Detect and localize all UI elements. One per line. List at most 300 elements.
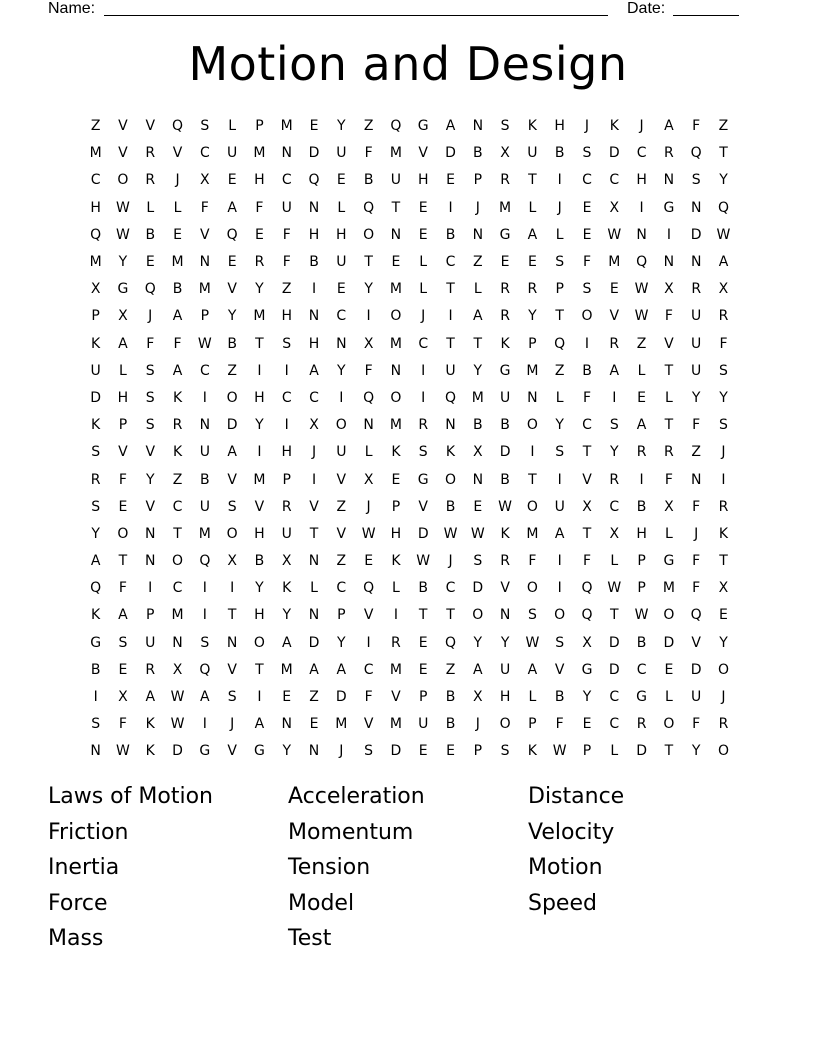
grid-row [82, 303, 737, 330]
grid-letter: R [718, 716, 729, 733]
grid-letter: F [692, 553, 701, 570]
grid-letter: F [364, 362, 373, 379]
grid-letter: N [281, 716, 292, 733]
grid-letter: R [172, 417, 183, 434]
grid-letter: E [418, 226, 428, 243]
grid-letter: G [636, 689, 648, 706]
grid-letter: A [172, 362, 183, 379]
grid-letter: B [636, 634, 647, 651]
grid-letter: E [418, 743, 428, 760]
grid-letter: I [557, 553, 562, 570]
grid-letter: S [282, 335, 292, 352]
grid-letter: V [254, 498, 265, 515]
grid-letter: R [90, 471, 101, 488]
grid-letter: C [609, 689, 620, 706]
grid-letter: C [609, 172, 620, 189]
grid-letter: O [581, 308, 593, 325]
grid-letter: R [500, 553, 510, 570]
grid-letter: O [472, 607, 484, 624]
grid-letter: Q [144, 281, 156, 298]
grid-letter: Z [309, 689, 319, 706]
grid-letter: R [254, 254, 265, 271]
grid-letter: B [500, 471, 510, 488]
grid-letter: N [90, 743, 101, 760]
grid-letter: X [582, 498, 592, 515]
grid-letter: A [664, 118, 674, 135]
grid-letter: T [528, 172, 537, 189]
grid-row [82, 711, 737, 738]
grid-letter: H [499, 689, 511, 706]
grid-letter: X [664, 281, 674, 298]
word-list-item: Momentum [288, 819, 414, 845]
grid-letter: T [582, 525, 592, 542]
grid-letter: I [393, 607, 398, 624]
grid-letter: E [118, 661, 128, 678]
grid-row [82, 195, 737, 222]
grid-letter: H [254, 525, 265, 542]
grid-letter: Y [337, 634, 346, 651]
grid-letter: P [637, 580, 646, 597]
grid-letter: R [718, 498, 729, 515]
grid-letter: X [718, 580, 729, 597]
grid-letter: A [473, 308, 483, 325]
grid-letter: Q [90, 580, 102, 597]
grid-letter: C [609, 716, 620, 733]
grid-letter: V [336, 471, 347, 488]
grid-letter: Y [118, 254, 128, 271]
grid-letter: S [364, 743, 374, 760]
grid-letter: R [391, 634, 401, 651]
grid-letter: O [526, 498, 538, 515]
grid-letter: E [637, 389, 647, 406]
grid-letter: I [639, 471, 644, 488]
grid-letter: I [366, 308, 371, 325]
grid-letter: V [609, 308, 620, 325]
grid-letter: F [582, 254, 592, 271]
grid-letter: E [173, 226, 182, 243]
grid-letter: E [719, 607, 728, 624]
grid-letter: X [118, 308, 128, 325]
grid-letter: A [227, 199, 237, 216]
grid-letter: Q [226, 226, 238, 243]
grid-letter: O [663, 607, 675, 624]
grid-letter: X [118, 689, 128, 706]
grid-letter: Q [581, 607, 593, 624]
grid-letter: C [336, 580, 347, 597]
grid-letter: W [498, 498, 513, 515]
grid-letter: W [634, 607, 649, 624]
grid-letter: K [172, 444, 183, 461]
grid-letter: V [363, 716, 374, 733]
grid-row [82, 439, 737, 466]
grid-letter: S [200, 118, 210, 135]
grid-letter: R [691, 281, 702, 298]
grid-letter: X [363, 471, 374, 488]
grid-letter: D [445, 145, 456, 162]
grid-letter: Y [91, 525, 100, 542]
grid-letter: M [608, 254, 621, 271]
grid-letter: V [554, 661, 565, 678]
grid-letter: V [500, 580, 510, 597]
grid-letter: Y [364, 281, 373, 298]
grid-letter: R [281, 498, 292, 515]
grid-letter: U [691, 689, 702, 706]
grid-letter: A [281, 634, 292, 651]
grid-letter: T [664, 417, 674, 434]
grid-letter: X [90, 281, 101, 298]
grid-letter: M [253, 471, 266, 488]
grid-letter: Z [445, 661, 456, 678]
grid-letter: N [308, 553, 320, 570]
grid-row [82, 385, 737, 412]
grid-letter: B [636, 498, 647, 515]
grid-letter: S [555, 254, 565, 271]
grid-letter: I [202, 580, 207, 597]
grid-letter: O [663, 716, 675, 733]
grid-letter: L [528, 199, 537, 216]
grid-letter: G [499, 362, 511, 379]
grid-letter: F [282, 254, 291, 271]
grid-letter: E [118, 498, 128, 515]
grid-letter: F [719, 335, 728, 352]
grid-letter: S [527, 607, 537, 624]
grid-letter: I [148, 580, 153, 597]
grid-letter: D [472, 580, 484, 597]
grid-letter: E [446, 743, 455, 760]
grid-letter: R [664, 145, 674, 162]
grid-letter: B [582, 362, 592, 379]
grid-letter: A [118, 335, 128, 352]
grid-letter: V [118, 145, 128, 162]
grid-letter: Q [308, 172, 320, 189]
grid-letter: U [145, 634, 156, 651]
grid-letter: S [582, 145, 592, 162]
grid-letter: X [473, 444, 483, 461]
grid-letter: L [146, 199, 155, 216]
grid-letter: N [281, 145, 292, 162]
grid-letter: N [308, 308, 320, 325]
grid-letter: L [664, 389, 673, 406]
grid-letter: W [552, 743, 567, 760]
grid-letter: W [525, 634, 540, 651]
grid-letter: I [557, 471, 562, 488]
grid-letter: S [91, 716, 101, 733]
grid-letter: E [500, 254, 510, 271]
grid-letter: O [444, 471, 457, 488]
grid-letter: I [339, 389, 344, 406]
grid-letter: H [90, 199, 101, 216]
grid-letter: V [336, 525, 347, 542]
grid-letter: I [202, 716, 207, 733]
grid-letter: N [308, 607, 320, 624]
grid-letter: Y [691, 389, 701, 406]
grid-letter: T [719, 553, 728, 570]
grid-letter: O [117, 172, 129, 189]
grid-letter: B [172, 281, 183, 298]
grid-letter: M [471, 389, 484, 406]
grid-letter: S [200, 634, 210, 651]
grid-letter: D [335, 689, 347, 706]
grid-letter: P [582, 743, 592, 760]
grid-letter: F [146, 335, 155, 352]
grid-letter: F [118, 716, 127, 733]
grid-letter: V [664, 335, 674, 352]
grid-letter: Q [444, 389, 457, 406]
grid-letter: M [662, 580, 675, 597]
grid-letter: M [171, 254, 184, 271]
grid-letter: U [336, 145, 347, 162]
grid-letter: N [527, 389, 538, 406]
grid-letter: S [582, 281, 592, 298]
grid-letter: F [364, 145, 373, 162]
grid-row [82, 684, 737, 711]
grid-letter: H [254, 172, 265, 189]
grid-letter: T [473, 335, 483, 352]
grid-letter: P [555, 281, 564, 298]
grid-letter: V [582, 471, 592, 488]
grid-letter: M [171, 607, 184, 624]
grid-letter: C [582, 172, 592, 189]
grid-letter: O [390, 308, 402, 325]
grid-letter: F [173, 335, 182, 352]
grid-letter: V [118, 444, 128, 461]
grid-letter: G [199, 743, 211, 760]
grid-letter: J [557, 199, 562, 216]
grid-letter: D [90, 389, 102, 406]
grid-letter: O [172, 553, 184, 570]
grid-letter: L [419, 254, 428, 271]
grid-letter: D [308, 634, 320, 651]
grid-letter: F [692, 417, 701, 434]
grid-letter: U [281, 199, 292, 216]
grid-letter: M [389, 145, 402, 162]
grid-letter: J [694, 525, 699, 542]
grid-letter: I [639, 199, 644, 216]
grid-letter: Y [255, 417, 264, 434]
grid-letter: Y [145, 471, 155, 488]
grid-letter: N [226, 634, 238, 651]
grid-letter: T [555, 308, 564, 325]
grid-letter: F [118, 471, 127, 488]
grid-letter: V [118, 118, 128, 135]
grid-letter: W [607, 580, 622, 597]
word-list-item: Test [288, 926, 332, 952]
grid-letter: P [91, 308, 100, 325]
grid-letter: F [692, 580, 701, 597]
grid-letter: B [445, 716, 456, 733]
grid-letter: K [391, 553, 401, 570]
grid-letter: M [198, 525, 211, 542]
grid-letter: C [445, 254, 456, 271]
grid-letter: U [227, 145, 238, 162]
grid-letter: T [446, 335, 455, 352]
grid-letter: N [472, 471, 484, 488]
grid-letter: K [91, 607, 101, 624]
grid-letter: R [145, 172, 156, 189]
grid-letter: V [227, 743, 237, 760]
grid-letter: C [636, 661, 647, 678]
grid-letter: E [336, 172, 346, 189]
grid-letter: W [634, 308, 649, 325]
grid-letter: U [199, 498, 210, 515]
grid-letter: S [500, 118, 510, 135]
grid-letter: L [555, 389, 564, 406]
grid-letter: G [417, 471, 429, 488]
grid-letter: I [557, 172, 562, 189]
grid-letter: K [282, 580, 292, 597]
grid-letter: L [528, 689, 537, 706]
grid-letter: C [281, 172, 292, 189]
grid-letter: N [445, 417, 456, 434]
word-list [48, 779, 768, 957]
grid-letter: S [691, 172, 701, 189]
grid-letter: P [146, 607, 155, 624]
grid-letter: H [254, 389, 265, 406]
grid-letter: P [391, 498, 401, 515]
grid-row [82, 521, 737, 548]
grid-letter: V [227, 661, 237, 678]
grid-letter: R [145, 661, 156, 678]
grid-letter: T [173, 525, 182, 542]
grid-letter: T [446, 281, 455, 298]
grid-letter: N [336, 335, 347, 352]
grid-letter: N [308, 199, 320, 216]
grid-letter: L [119, 362, 127, 379]
grid-letter: O [117, 525, 129, 542]
grid-letter: G [90, 634, 102, 651]
grid-letter: E [227, 172, 237, 189]
grid-letter: T [664, 362, 674, 379]
grid-letter: H [636, 172, 647, 189]
grid-letter: B [554, 145, 565, 162]
grid-letter: K [500, 525, 510, 542]
grid-letter: T [364, 254, 373, 271]
grid-letter: Z [90, 118, 101, 135]
grid-letter: Q [390, 118, 402, 135]
grid-letter: H [281, 444, 292, 461]
grid-letter: W [116, 743, 130, 760]
grid-letter: J [175, 172, 180, 189]
grid-letter: H [308, 335, 320, 352]
grid-letter: T [664, 743, 674, 760]
grid-letter: M [389, 716, 402, 733]
grid-letter: E [309, 118, 319, 135]
grid-letter: P [473, 172, 483, 189]
grid-letter: L [610, 743, 619, 760]
grid-letter: K [145, 743, 155, 760]
grid-row [82, 113, 737, 140]
grid-letter: S [227, 689, 237, 706]
grid-letter: Y [555, 417, 564, 434]
page-title: Motion and Design [188, 37, 628, 91]
grid-letter: I [257, 689, 262, 706]
grid-letter: N [636, 226, 647, 243]
grid-letter: W [634, 281, 649, 298]
grid-letter: A [445, 118, 456, 135]
grid-letter: L [364, 444, 373, 461]
grid-letter: R [527, 281, 538, 298]
grid-letter: A [254, 716, 265, 733]
grid-letter: N [499, 607, 511, 624]
grid-letter: W [416, 553, 431, 570]
grid-letter: M [280, 661, 293, 678]
grid-letter: R [500, 281, 510, 298]
grid-letter: R [609, 335, 620, 352]
grid-letter: M [253, 308, 266, 325]
grid-letter: E [664, 661, 674, 678]
grid-letter: C [582, 417, 592, 434]
grid-row [82, 466, 737, 493]
word-list-item: Inertia [48, 855, 120, 881]
grid-letter: H [308, 226, 320, 243]
grid-letter: Y [282, 607, 291, 624]
grid-letter: K [91, 417, 101, 434]
grid-letter: Q [581, 580, 593, 597]
grid-letter: P [473, 743, 483, 760]
grid-letter: N [472, 118, 484, 135]
grid-letter: X [718, 281, 729, 298]
grid-letter: V [363, 607, 374, 624]
grid-letter: H [554, 118, 565, 135]
grid-letter: P [282, 471, 291, 488]
grid-letter: N [145, 525, 156, 542]
grid-letter: W [197, 335, 212, 352]
grid-letter: M [89, 145, 102, 162]
word-list-item: Tension [288, 855, 371, 881]
grid-letter: R [609, 471, 620, 488]
grid-letter: W [170, 689, 185, 706]
grid-letter: Q [717, 199, 729, 216]
grid-letter: E [145, 254, 155, 271]
grid-letter: X [609, 199, 620, 216]
grid-letter: Z [691, 444, 701, 461]
grid-letter: G [663, 553, 675, 570]
grid-letter: A [473, 661, 483, 678]
grid-letter: L [228, 118, 237, 135]
grid-letter: U [691, 335, 702, 352]
grid-letter: S [719, 417, 728, 434]
grid-letter: N [690, 199, 702, 216]
grid-letter: H [281, 308, 292, 325]
grid-letter: V [418, 498, 428, 515]
grid-letter: R [418, 417, 429, 434]
grid-letter: E [446, 172, 455, 189]
grid-letter: Y [255, 580, 264, 597]
grid-letter: Y [691, 743, 701, 760]
grid-letter: P [200, 308, 210, 325]
grid-letter: Y [282, 743, 291, 760]
grid-letter: A [527, 661, 538, 678]
grid-letter: W [470, 525, 485, 542]
grid-letter: Y [719, 389, 728, 406]
grid-letter: M [89, 254, 102, 271]
grid-letter: S [91, 444, 101, 461]
grid-letter: R [500, 308, 510, 325]
grid-letter: A [718, 254, 729, 271]
grid-letter: N [690, 471, 702, 488]
grid-letter: H [636, 525, 647, 542]
grid-letter: I [284, 362, 289, 379]
grid-letter: D [417, 525, 429, 542]
grid-letter: F [255, 199, 264, 216]
grid-letter: D [690, 661, 702, 678]
grid-letter: I [421, 389, 426, 406]
grid-letter: J [639, 118, 644, 135]
grid-letter: I [366, 634, 371, 651]
grid-letter: W [361, 525, 376, 542]
grid-letter: I [612, 389, 617, 406]
grid-letter: B [254, 553, 265, 570]
